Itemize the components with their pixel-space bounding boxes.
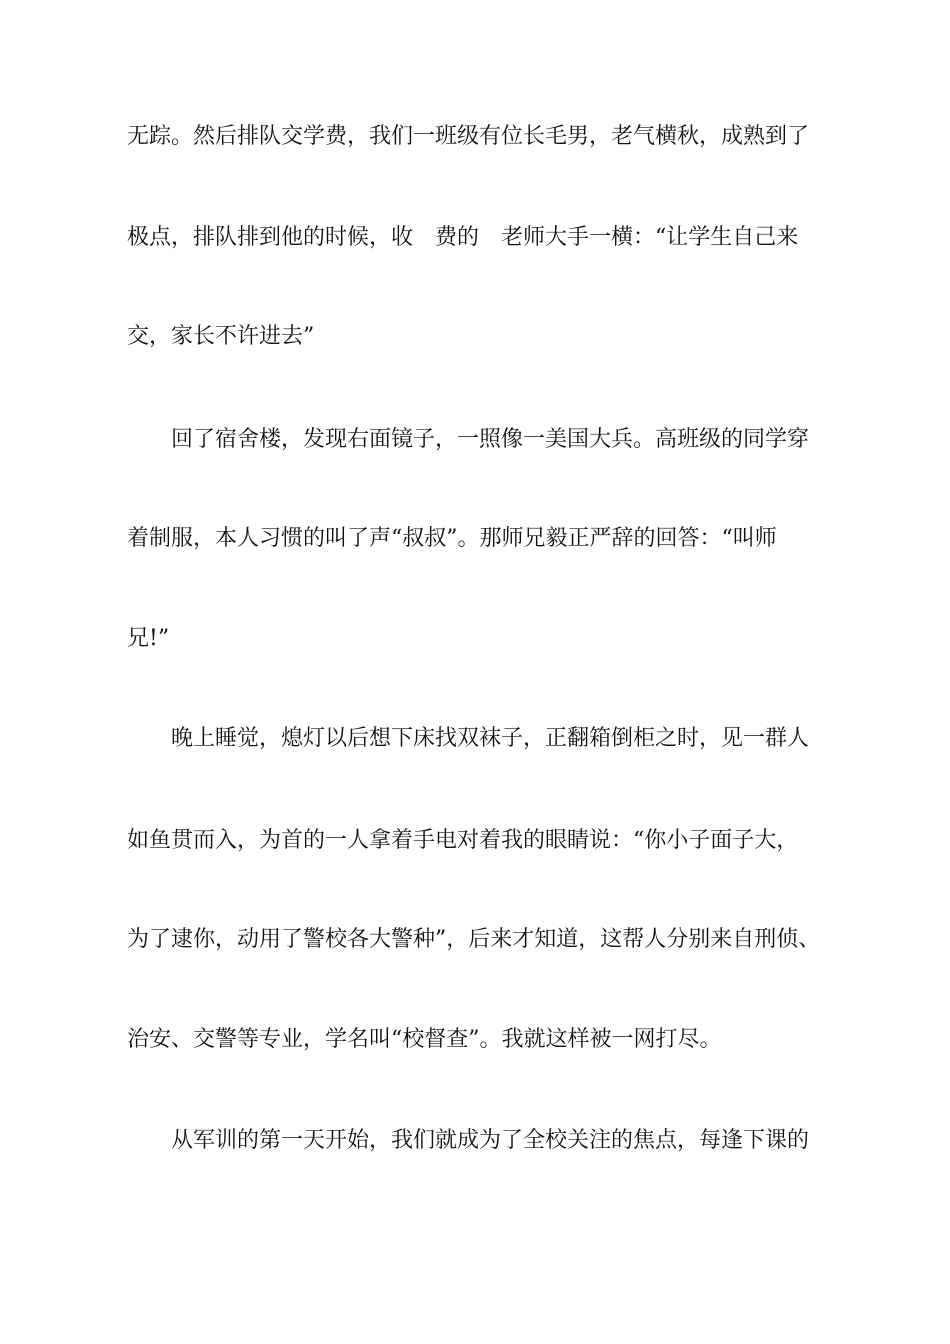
text-line: 无踪。然后排队交学费，我们一班级有位长毛男，老气横秋，成熟到了 xyxy=(127,124,810,149)
text-line: 为了逮你，动用了警校各大警种”，后来才知道，这帮人分别来自刑侦、 xyxy=(127,927,821,952)
text-line: 交，家长不许进去” xyxy=(127,324,315,349)
text-line: 兄!” xyxy=(127,626,170,651)
text-line: 着制服，本人习惯的叫了声“叔叔”。那师兄毅正严辞的回答：“叫师 xyxy=(127,526,777,551)
text-line: 治安、交警等专业，学名叫“校督查”。我就这样被一网打尽。 xyxy=(127,1027,722,1052)
paragraph-first-line: 从军训的第一天开始，我们就成为了全校关注的焦点，每逢下课的 xyxy=(127,1128,810,1153)
text-line: 极点，排队排到他的时候，收 费的 老师大手一横：“让学生自己来 xyxy=(127,225,799,250)
text-line: 如鱼贯而入，为首的一人拿着手电对着我的眼睛说：“你小子面子大， xyxy=(127,828,799,853)
paragraph-first-line: 晚上睡觉，熄灯以后想下床找双袜子，正翻箱倒柜之时，见一群人 xyxy=(127,726,810,751)
paragraph-first-line: 回了宿舍楼，发现右面镜子，一照像一美国大兵。高班级的同学穿 xyxy=(127,427,810,452)
